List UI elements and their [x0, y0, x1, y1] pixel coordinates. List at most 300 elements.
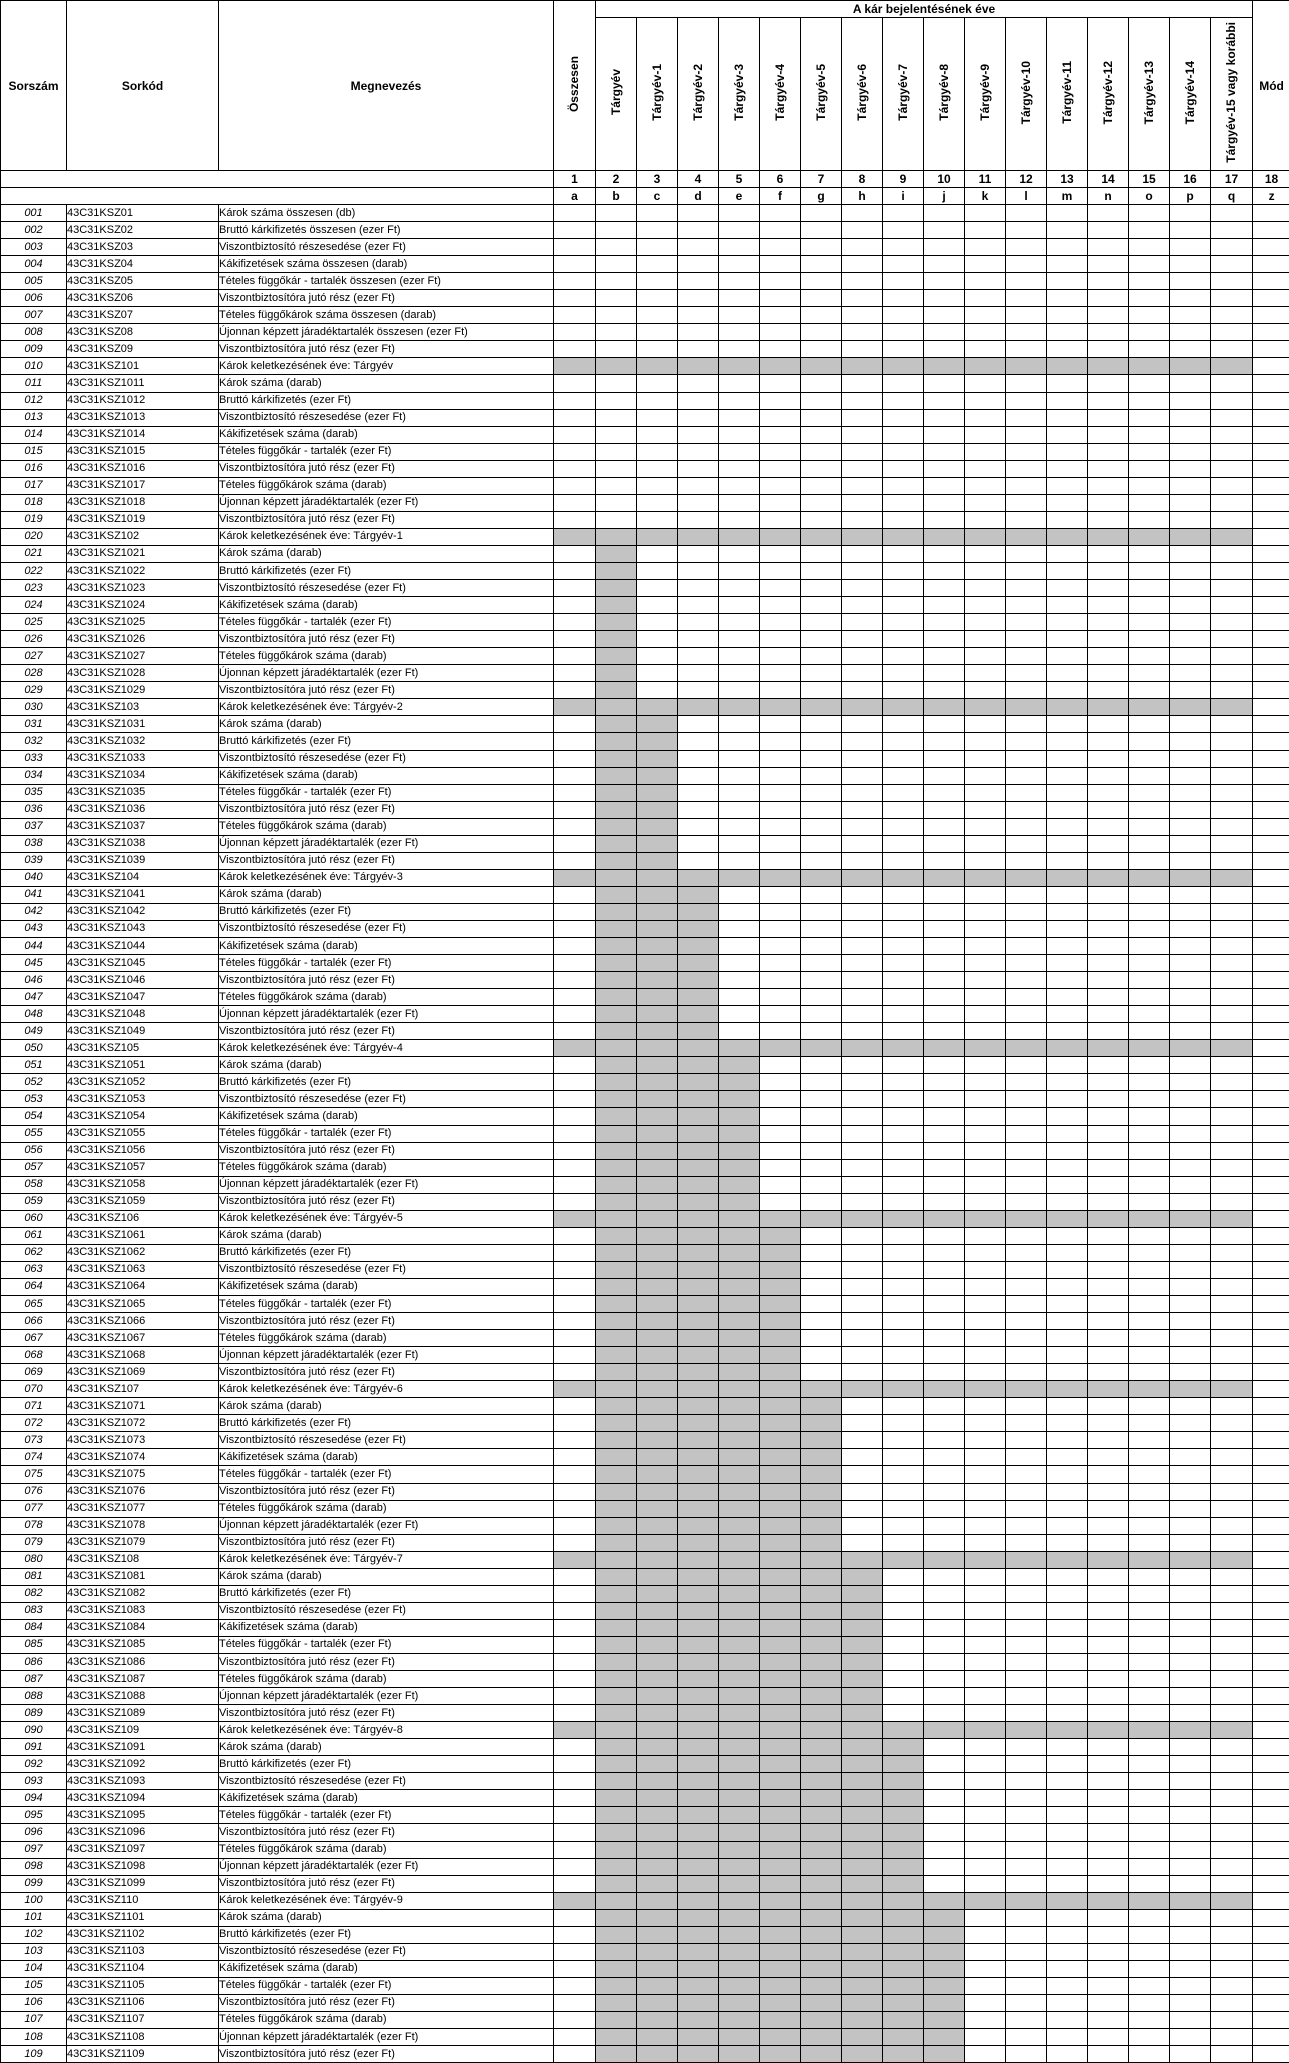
input-cell[interactable] — [1129, 1432, 1170, 1449]
input-cell[interactable] — [801, 1296, 842, 1313]
input-cell[interactable] — [1088, 733, 1129, 750]
input-cell[interactable] — [1129, 750, 1170, 767]
input-cell[interactable] — [1211, 1159, 1253, 1176]
input-cell[interactable] — [801, 903, 842, 920]
input-cell[interactable] — [1170, 1057, 1211, 1074]
input-cell[interactable] — [760, 205, 801, 222]
input-cell[interactable] — [760, 239, 801, 256]
input-cell[interactable] — [678, 392, 719, 409]
input-cell[interactable] — [760, 989, 801, 1006]
input-cell[interactable] — [1129, 1244, 1170, 1261]
input-cell[interactable] — [801, 597, 842, 614]
input-cell[interactable] — [883, 648, 924, 665]
input-cell[interactable] — [1088, 545, 1129, 562]
input-cell[interactable] — [554, 750, 596, 767]
input-cell[interactable] — [1047, 1824, 1088, 1841]
input-cell[interactable] — [1253, 1483, 1289, 1500]
input-cell[interactable] — [1006, 545, 1047, 562]
input-cell[interactable] — [637, 545, 678, 562]
input-cell[interactable] — [1211, 307, 1253, 324]
input-cell[interactable] — [678, 545, 719, 562]
input-cell[interactable] — [1211, 938, 1253, 955]
input-cell[interactable] — [1211, 222, 1253, 239]
input-cell[interactable] — [637, 375, 678, 392]
input-cell[interactable] — [1211, 1347, 1253, 1364]
input-cell[interactable] — [1006, 1125, 1047, 1142]
input-cell[interactable] — [1047, 631, 1088, 648]
input-cell[interactable] — [965, 1739, 1006, 1756]
input-cell[interactable] — [842, 1159, 883, 1176]
input-cell[interactable] — [1253, 1057, 1289, 1074]
input-cell[interactable] — [1088, 1960, 1129, 1977]
input-cell[interactable] — [1253, 733, 1289, 750]
input-cell[interactable] — [801, 750, 842, 767]
input-cell[interactable] — [1047, 1483, 1088, 1500]
input-cell[interactable] — [1129, 1994, 1170, 2011]
input-cell[interactable] — [883, 1125, 924, 1142]
input-cell[interactable] — [1170, 716, 1211, 733]
input-cell[interactable] — [760, 597, 801, 614]
input-cell[interactable] — [1211, 1790, 1253, 1807]
input-cell[interactable] — [1170, 1653, 1211, 1670]
input-cell[interactable] — [1006, 1790, 1047, 1807]
input-cell[interactable] — [1129, 409, 1170, 426]
input-cell[interactable] — [1253, 1636, 1289, 1653]
input-cell[interactable] — [1047, 256, 1088, 273]
input-cell[interactable] — [596, 239, 637, 256]
input-cell[interactable] — [801, 562, 842, 579]
input-cell[interactable] — [883, 1261, 924, 1278]
input-cell[interactable] — [1088, 1159, 1129, 1176]
input-cell[interactable] — [678, 290, 719, 307]
input-cell[interactable] — [842, 1074, 883, 1091]
input-cell[interactable] — [760, 341, 801, 358]
input-cell[interactable] — [883, 239, 924, 256]
input-cell[interactable] — [1253, 1909, 1289, 1926]
input-cell[interactable] — [965, 324, 1006, 341]
input-cell[interactable] — [760, 392, 801, 409]
input-cell[interactable] — [554, 1619, 596, 1636]
input-cell[interactable] — [1006, 1994, 1047, 2011]
input-cell[interactable] — [965, 222, 1006, 239]
input-cell[interactable] — [1006, 1943, 1047, 1960]
input-cell[interactable] — [760, 290, 801, 307]
input-cell[interactable] — [842, 1432, 883, 1449]
input-cell[interactable] — [1211, 886, 1253, 903]
input-cell[interactable] — [1088, 1398, 1129, 1415]
input-cell[interactable] — [1006, 273, 1047, 290]
input-cell[interactable] — [1211, 1074, 1253, 1091]
input-cell[interactable] — [842, 1313, 883, 1330]
input-cell[interactable] — [1211, 205, 1253, 222]
input-cell[interactable] — [637, 239, 678, 256]
input-cell[interactable] — [1088, 1278, 1129, 1295]
input-cell[interactable] — [1170, 1739, 1211, 1756]
input-cell[interactable] — [1170, 460, 1211, 477]
input-cell[interactable] — [965, 341, 1006, 358]
input-cell[interactable] — [842, 477, 883, 494]
input-cell[interactable] — [1129, 1568, 1170, 1585]
input-cell[interactable] — [1129, 1125, 1170, 1142]
input-cell[interactable] — [1006, 2046, 1047, 2063]
input-cell[interactable] — [801, 733, 842, 750]
input-cell[interactable] — [1088, 1313, 1129, 1330]
input-cell[interactable] — [965, 1398, 1006, 1415]
input-cell[interactable] — [883, 682, 924, 699]
input-cell[interactable] — [1253, 307, 1289, 324]
input-cell[interactable] — [1253, 903, 1289, 920]
input-cell[interactable] — [965, 1909, 1006, 1926]
input-cell[interactable] — [842, 767, 883, 784]
input-cell[interactable] — [1006, 426, 1047, 443]
input-cell[interactable] — [1211, 1756, 1253, 1773]
input-cell[interactable] — [965, 1943, 1006, 1960]
input-cell[interactable] — [1129, 1636, 1170, 1653]
input-cell[interactable] — [924, 1824, 965, 1841]
input-cell[interactable] — [883, 1500, 924, 1517]
input-cell[interactable] — [678, 818, 719, 835]
input-cell[interactable] — [801, 580, 842, 597]
input-cell[interactable] — [1047, 1926, 1088, 1943]
input-cell[interactable] — [719, 392, 760, 409]
input-cell[interactable] — [719, 307, 760, 324]
input-cell[interactable] — [1129, 1653, 1170, 1670]
input-cell[interactable] — [1047, 1193, 1088, 1210]
input-cell[interactable] — [883, 477, 924, 494]
input-cell[interactable] — [554, 1977, 596, 1994]
input-cell[interactable] — [554, 1432, 596, 1449]
input-cell[interactable] — [1088, 511, 1129, 528]
input-cell[interactable] — [1047, 1278, 1088, 1295]
input-cell[interactable] — [1088, 1193, 1129, 1210]
input-cell[interactable] — [965, 205, 1006, 222]
input-cell[interactable] — [924, 1705, 965, 1722]
input-cell[interactable] — [1088, 1108, 1129, 1125]
input-cell[interactable] — [965, 2011, 1006, 2028]
input-cell[interactable] — [965, 1313, 1006, 1330]
input-cell[interactable] — [924, 1790, 965, 1807]
input-cell[interactable] — [1129, 1313, 1170, 1330]
input-cell[interactable] — [842, 886, 883, 903]
input-cell[interactable] — [554, 1176, 596, 1193]
input-cell[interactable] — [1253, 460, 1289, 477]
input-cell[interactable] — [965, 682, 1006, 699]
input-cell[interactable] — [801, 1347, 842, 1364]
input-cell[interactable] — [1088, 852, 1129, 869]
input-cell[interactable] — [1088, 392, 1129, 409]
input-cell[interactable] — [596, 477, 637, 494]
input-cell[interactable] — [1211, 1176, 1253, 1193]
input-cell[interactable] — [1006, 818, 1047, 835]
input-cell[interactable] — [1253, 1722, 1289, 1739]
input-cell[interactable] — [842, 852, 883, 869]
input-cell[interactable] — [1129, 545, 1170, 562]
input-cell[interactable] — [760, 903, 801, 920]
input-cell[interactable] — [760, 1091, 801, 1108]
input-cell[interactable] — [1253, 1432, 1289, 1449]
input-cell[interactable] — [1211, 460, 1253, 477]
input-cell[interactable] — [883, 341, 924, 358]
input-cell[interactable] — [1006, 801, 1047, 818]
input-cell[interactable] — [1253, 290, 1289, 307]
input-cell[interactable] — [842, 273, 883, 290]
input-cell[interactable] — [1088, 1449, 1129, 1466]
input-cell[interactable] — [924, 1108, 965, 1125]
input-cell[interactable] — [1253, 1210, 1289, 1227]
input-cell[interactable] — [1170, 1909, 1211, 1926]
input-cell[interactable] — [924, 938, 965, 955]
input-cell[interactable] — [760, 648, 801, 665]
input-cell[interactable] — [1006, 477, 1047, 494]
input-cell[interactable] — [719, 1023, 760, 1040]
input-cell[interactable] — [760, 1159, 801, 1176]
input-cell[interactable] — [554, 1671, 596, 1688]
input-cell[interactable] — [1088, 955, 1129, 972]
input-cell[interactable] — [1211, 545, 1253, 562]
input-cell[interactable] — [1170, 1671, 1211, 1688]
input-cell[interactable] — [1088, 1415, 1129, 1432]
input-cell[interactable] — [1129, 1449, 1170, 1466]
input-cell[interactable] — [1047, 903, 1088, 920]
input-cell[interactable] — [924, 1142, 965, 1159]
input-cell[interactable] — [1170, 733, 1211, 750]
input-cell[interactable] — [842, 1466, 883, 1483]
input-cell[interactable] — [842, 1006, 883, 1023]
input-cell[interactable] — [1088, 1091, 1129, 1108]
input-cell[interactable] — [965, 1517, 1006, 1534]
input-cell[interactable] — [924, 903, 965, 920]
input-cell[interactable] — [1129, 631, 1170, 648]
input-cell[interactable] — [637, 273, 678, 290]
input-cell[interactable] — [1253, 955, 1289, 972]
input-cell[interactable] — [1006, 341, 1047, 358]
input-cell[interactable] — [842, 1517, 883, 1534]
input-cell[interactable] — [1170, 903, 1211, 920]
input-cell[interactable] — [1170, 1449, 1211, 1466]
input-cell[interactable] — [1253, 989, 1289, 1006]
input-cell[interactable] — [1211, 1091, 1253, 1108]
input-cell[interactable] — [1211, 972, 1253, 989]
input-cell[interactable] — [1006, 256, 1047, 273]
input-cell[interactable] — [1211, 665, 1253, 682]
input-cell[interactable] — [678, 767, 719, 784]
input-cell[interactable] — [554, 1841, 596, 1858]
input-cell[interactable] — [1006, 1074, 1047, 1091]
input-cell[interactable] — [1006, 1415, 1047, 1432]
input-cell[interactable] — [1088, 1653, 1129, 1670]
input-cell[interactable] — [1129, 222, 1170, 239]
input-cell[interactable] — [554, 1517, 596, 1534]
input-cell[interactable] — [965, 1619, 1006, 1636]
input-cell[interactable] — [924, 426, 965, 443]
input-cell[interactable] — [801, 631, 842, 648]
input-cell[interactable] — [883, 426, 924, 443]
input-cell[interactable] — [1047, 1841, 1088, 1858]
input-cell[interactable] — [965, 290, 1006, 307]
input-cell[interactable] — [1211, 716, 1253, 733]
input-cell[interactable] — [554, 767, 596, 784]
input-cell[interactable] — [1047, 1688, 1088, 1705]
input-cell[interactable] — [924, 1091, 965, 1108]
input-cell[interactable] — [554, 1994, 596, 2011]
input-cell[interactable] — [1211, 580, 1253, 597]
input-cell[interactable] — [637, 205, 678, 222]
input-cell[interactable] — [1088, 290, 1129, 307]
input-cell[interactable] — [1170, 852, 1211, 869]
input-cell[interactable] — [965, 1483, 1006, 1500]
input-cell[interactable] — [1170, 631, 1211, 648]
input-cell[interactable] — [801, 307, 842, 324]
input-cell[interactable] — [1129, 1108, 1170, 1125]
input-cell[interactable] — [883, 1619, 924, 1636]
input-cell[interactable] — [1047, 1500, 1088, 1517]
input-cell[interactable] — [924, 835, 965, 852]
input-cell[interactable] — [1129, 920, 1170, 937]
input-cell[interactable] — [760, 375, 801, 392]
input-cell[interactable] — [554, 1585, 596, 1602]
input-cell[interactable] — [842, 290, 883, 307]
input-cell[interactable] — [1253, 631, 1289, 648]
input-cell[interactable] — [1170, 1159, 1211, 1176]
input-cell[interactable] — [554, 511, 596, 528]
input-cell[interactable] — [924, 1500, 965, 1517]
input-cell[interactable] — [883, 494, 924, 511]
input-cell[interactable] — [965, 631, 1006, 648]
input-cell[interactable] — [1253, 1449, 1289, 1466]
input-cell[interactable] — [554, 938, 596, 955]
input-cell[interactable] — [1170, 307, 1211, 324]
input-cell[interactable] — [801, 1227, 842, 1244]
input-cell[interactable] — [965, 903, 1006, 920]
input-cell[interactable] — [1253, 920, 1289, 937]
input-cell[interactable] — [883, 920, 924, 937]
input-cell[interactable] — [965, 1994, 1006, 2011]
input-cell[interactable] — [719, 938, 760, 955]
input-cell[interactable] — [1170, 545, 1211, 562]
input-cell[interactable] — [760, 886, 801, 903]
input-cell[interactable] — [1088, 750, 1129, 767]
input-cell[interactable] — [1047, 1705, 1088, 1722]
input-cell[interactable] — [1006, 307, 1047, 324]
input-cell[interactable] — [924, 1602, 965, 1619]
input-cell[interactable] — [554, 614, 596, 631]
input-cell[interactable] — [924, 222, 965, 239]
input-cell[interactable] — [1088, 1705, 1129, 1722]
input-cell[interactable] — [883, 1006, 924, 1023]
input-cell[interactable] — [1211, 614, 1253, 631]
input-cell[interactable] — [1253, 1261, 1289, 1278]
input-cell[interactable] — [637, 597, 678, 614]
input-cell[interactable] — [883, 324, 924, 341]
input-cell[interactable] — [1129, 239, 1170, 256]
input-cell[interactable] — [678, 426, 719, 443]
input-cell[interactable] — [801, 341, 842, 358]
input-cell[interactable] — [1170, 2029, 1211, 2046]
input-cell[interactable] — [883, 716, 924, 733]
input-cell[interactable] — [924, 392, 965, 409]
input-cell[interactable] — [1088, 614, 1129, 631]
input-cell[interactable] — [719, 682, 760, 699]
input-cell[interactable] — [1088, 1994, 1129, 2011]
input-cell[interactable] — [637, 682, 678, 699]
input-cell[interactable] — [1088, 426, 1129, 443]
input-cell[interactable] — [1170, 1091, 1211, 1108]
input-cell[interactable] — [965, 1671, 1006, 1688]
input-cell[interactable] — [801, 1193, 842, 1210]
input-cell[interactable] — [719, 580, 760, 597]
input-cell[interactable] — [965, 1261, 1006, 1278]
input-cell[interactable] — [965, 1807, 1006, 1824]
input-cell[interactable] — [1129, 375, 1170, 392]
input-cell[interactable] — [760, 1108, 801, 1125]
input-cell[interactable] — [1088, 1756, 1129, 1773]
input-cell[interactable] — [924, 1244, 965, 1261]
input-cell[interactable] — [1170, 1483, 1211, 1500]
input-cell[interactable] — [1047, 460, 1088, 477]
input-cell[interactable] — [801, 852, 842, 869]
input-cell[interactable] — [678, 511, 719, 528]
input-cell[interactable] — [924, 545, 965, 562]
input-cell[interactable] — [1253, 1347, 1289, 1364]
input-cell[interactable] — [1170, 562, 1211, 579]
input-cell[interactable] — [1253, 358, 1289, 375]
input-cell[interactable] — [1129, 1960, 1170, 1977]
input-cell[interactable] — [1211, 1432, 1253, 1449]
input-cell[interactable] — [1211, 1278, 1253, 1295]
input-cell[interactable] — [965, 1432, 1006, 1449]
input-cell[interactable] — [1088, 1926, 1129, 1943]
input-cell[interactable] — [1129, 1739, 1170, 1756]
input-cell[interactable] — [1006, 1278, 1047, 1295]
input-cell[interactable] — [1047, 1568, 1088, 1585]
input-cell[interactable] — [1211, 1296, 1253, 1313]
input-cell[interactable] — [883, 375, 924, 392]
input-cell[interactable] — [965, 1653, 1006, 1670]
input-cell[interactable] — [1170, 2046, 1211, 2063]
input-cell[interactable] — [1088, 1858, 1129, 1875]
input-cell[interactable] — [1129, 1926, 1170, 1943]
input-cell[interactable] — [1211, 1057, 1253, 1074]
input-cell[interactable] — [842, 460, 883, 477]
input-cell[interactable] — [801, 1108, 842, 1125]
input-cell[interactable] — [965, 1347, 1006, 1364]
input-cell[interactable] — [1006, 767, 1047, 784]
input-cell[interactable] — [760, 750, 801, 767]
input-cell[interactable] — [924, 852, 965, 869]
input-cell[interactable] — [924, 1875, 965, 1892]
input-cell[interactable] — [1006, 1705, 1047, 1722]
input-cell[interactable] — [924, 1023, 965, 1040]
input-cell[interactable] — [1253, 1585, 1289, 1602]
input-cell[interactable] — [965, 852, 1006, 869]
input-cell[interactable] — [1129, 1602, 1170, 1619]
input-cell[interactable] — [1047, 1858, 1088, 1875]
input-cell[interactable] — [883, 852, 924, 869]
input-cell[interactable] — [554, 222, 596, 239]
input-cell[interactable] — [1047, 972, 1088, 989]
input-cell[interactable] — [554, 1278, 596, 1295]
input-cell[interactable] — [842, 1278, 883, 1295]
input-cell[interactable] — [554, 972, 596, 989]
input-cell[interactable] — [801, 375, 842, 392]
input-cell[interactable] — [1211, 1671, 1253, 1688]
input-cell[interactable] — [678, 648, 719, 665]
input-cell[interactable] — [1253, 477, 1289, 494]
input-cell[interactable] — [924, 460, 965, 477]
input-cell[interactable] — [842, 682, 883, 699]
input-cell[interactable] — [842, 1023, 883, 1040]
input-cell[interactable] — [801, 1313, 842, 1330]
